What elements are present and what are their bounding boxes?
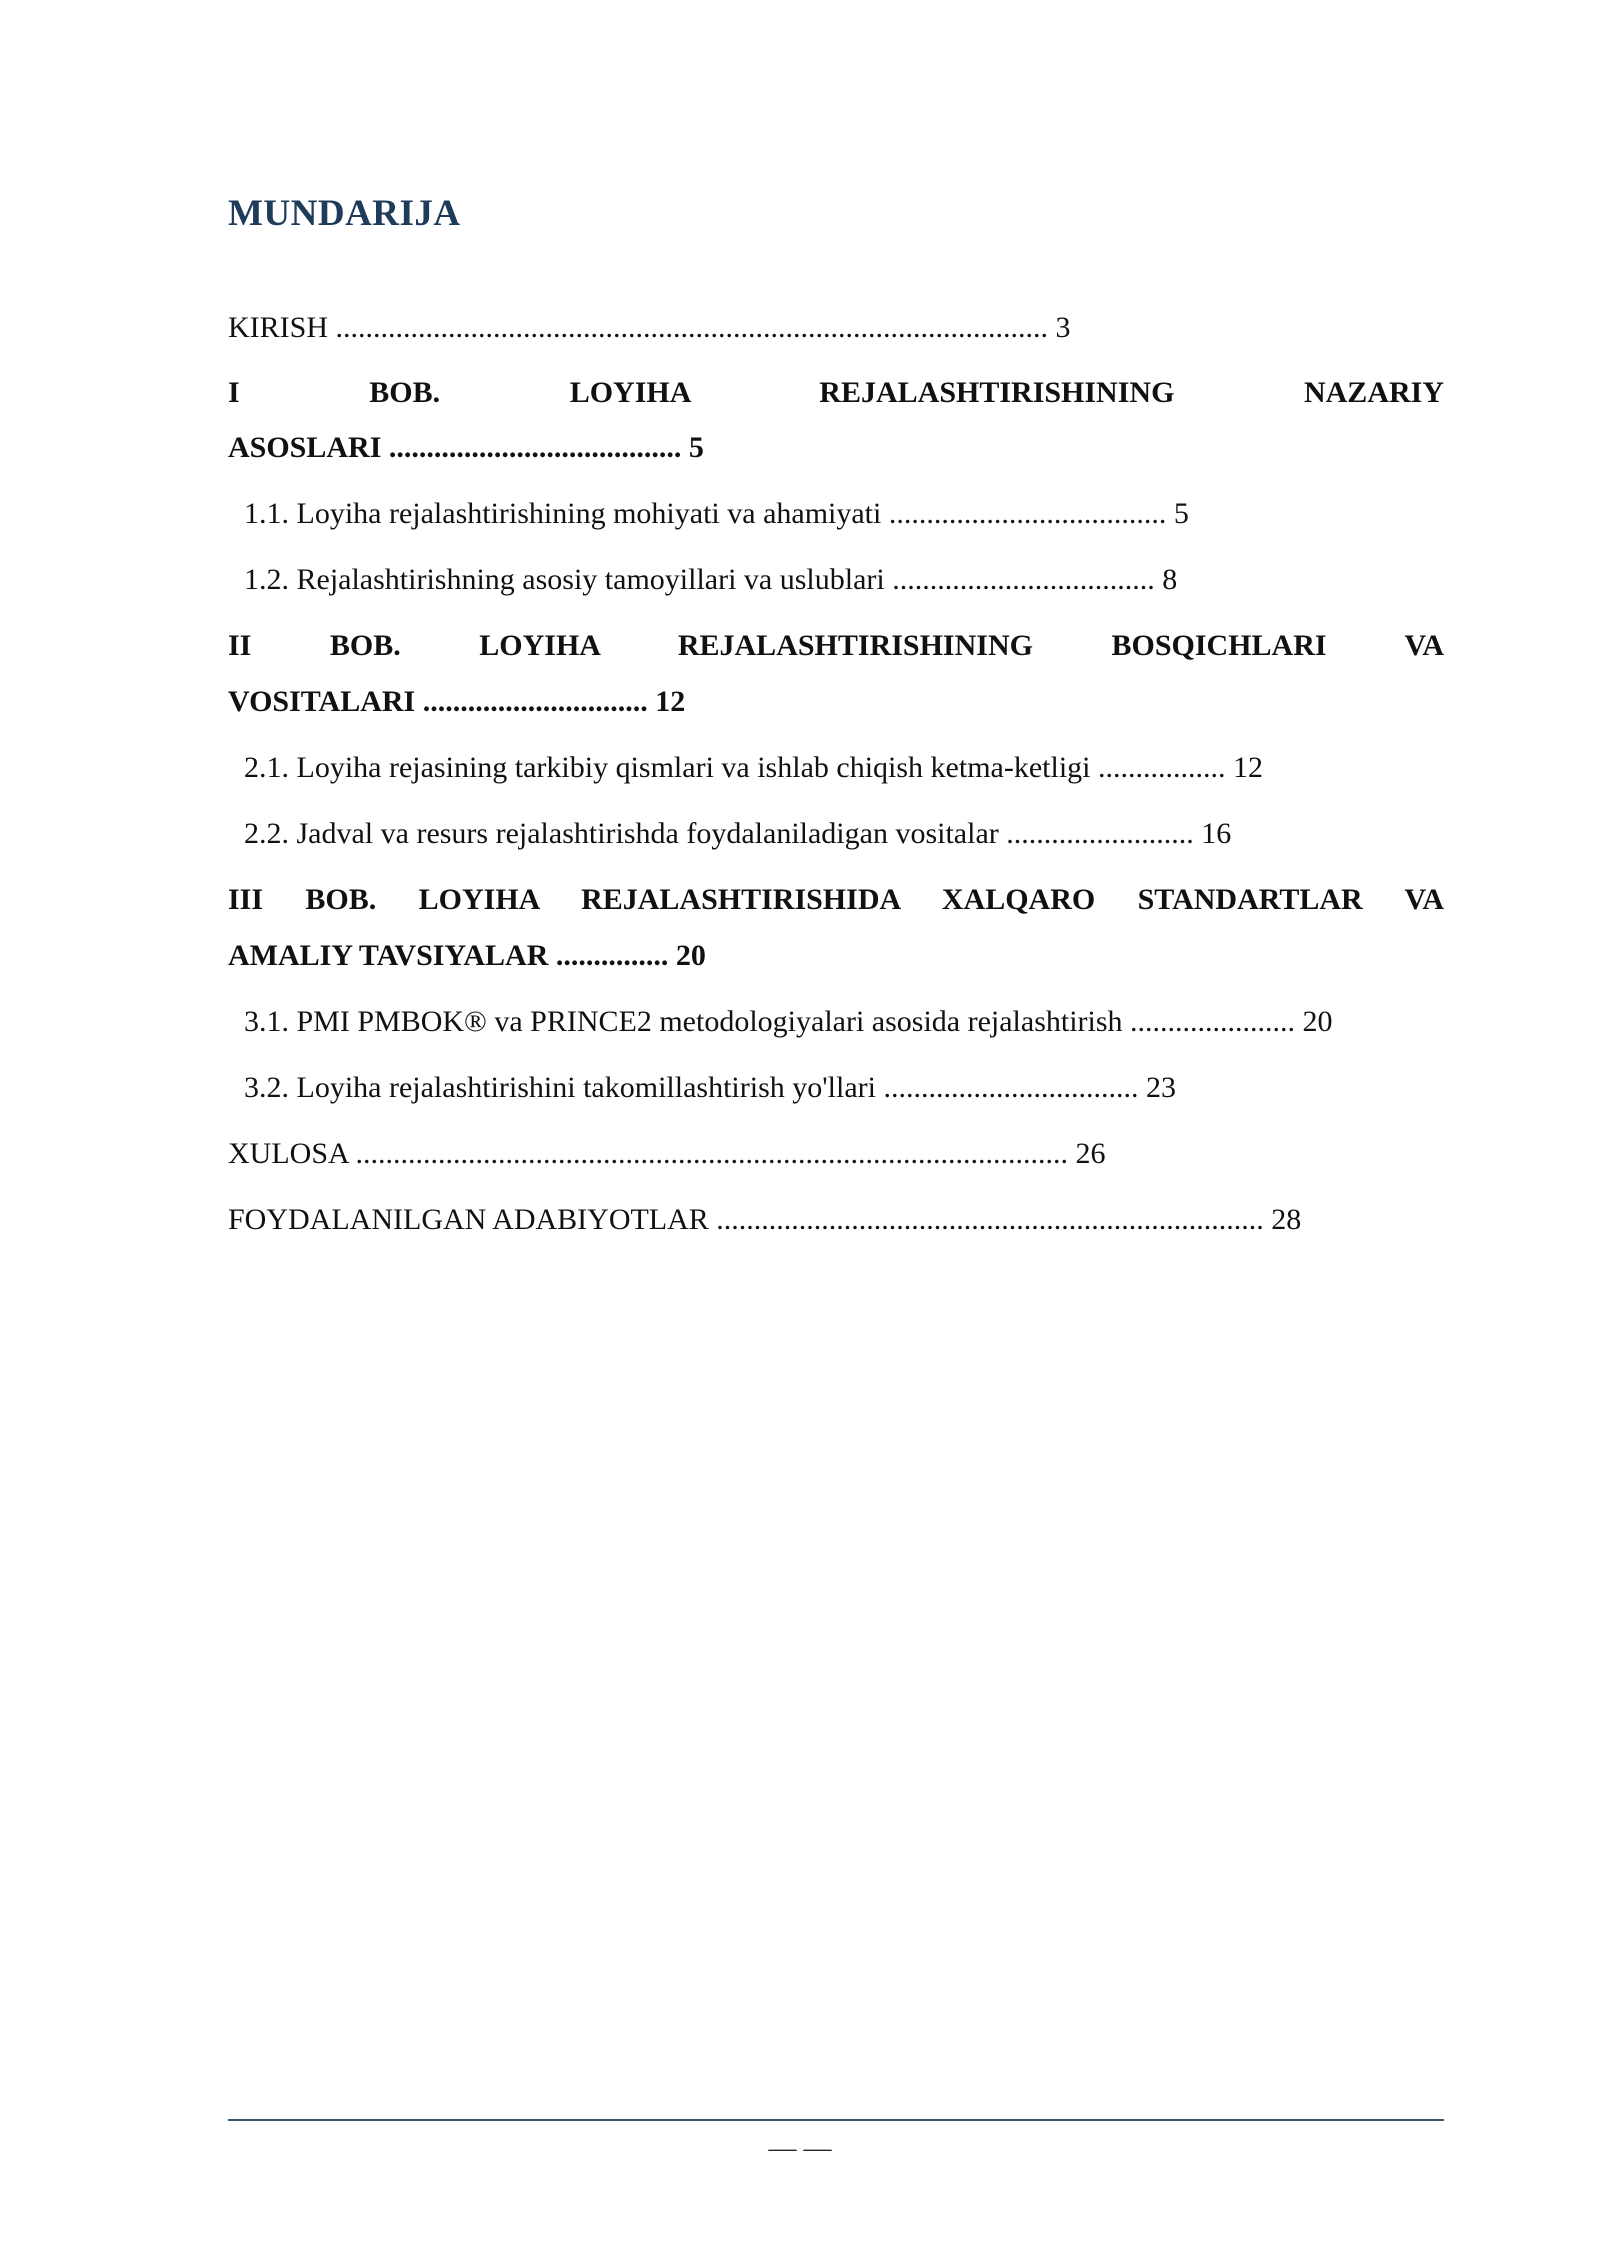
toc-chapter-3-line-1: III BOB. LOYIHA REJALASHTIRISHIDA XALQARO STANDARTLAR VA (228, 883, 1444, 916)
toc-section-1-1: 1.1. Loyiha rejalashtirishining mohiyati va ahamiyati ..................................... 5 (244, 497, 1189, 530)
toc-chapter-2-line-1: II BOB. LOYIHA REJALASHTIRISHINING BOSQICHLARI VA (228, 629, 1444, 662)
toc-chapter-1-line-2: ASOSLARI ....................................... 5 (228, 431, 704, 464)
footer-page-marker: — — (768, 2133, 832, 2164)
toc-chapter-2-line-2: VOSITALARI .............................. 12 (228, 685, 686, 718)
toc-section-2-2: 2.2. Jadval va resurs rejalashtirishda foydalaniladigan vositalar ......................... 16 (244, 817, 1232, 850)
toc-section-3-2: 3.2. Loyiha rejalashtirishini takomillashtirish yo'llari .................................. 23 (244, 1071, 1176, 1104)
toc-chapter-3-line-2: AMALIY TAVSIYALAR ............... 20 (228, 939, 706, 972)
page-title: MUNDARIJA (228, 193, 461, 234)
footer-divider (228, 2119, 1444, 2121)
toc-section-1-2: 1.2. Rejalashtirishning asosiy tamoyillari va uslublari ................................... 8 (244, 563, 1178, 596)
toc-chapter-1-line-1: I BOB. LOYIHA REJALASHTIRISHINING NAZARIY (228, 376, 1444, 409)
toc-entry-adabiyotlar: FOYDALANILGAN ADABIYOTLAR ......................................................................... 28 (228, 1203, 1302, 1236)
toc-entry-xulosa: XULOSA ............................................................................................... 26 (228, 1137, 1106, 1170)
toc-section-3-1: 3.1. PMI PMBOK® va PRINCE2 metodologiyalari asosida rejalashtirish ...................... 20 (244, 1005, 1333, 1038)
toc-section-2-1: 2.1. Loyiha rejasining tarkibiy qismlari va ishlab chiqish ketma-ketligi ................. 12 (244, 751, 1263, 784)
toc-entry-kirish: KIRISH ............................................................................................... 3 (228, 311, 1071, 344)
